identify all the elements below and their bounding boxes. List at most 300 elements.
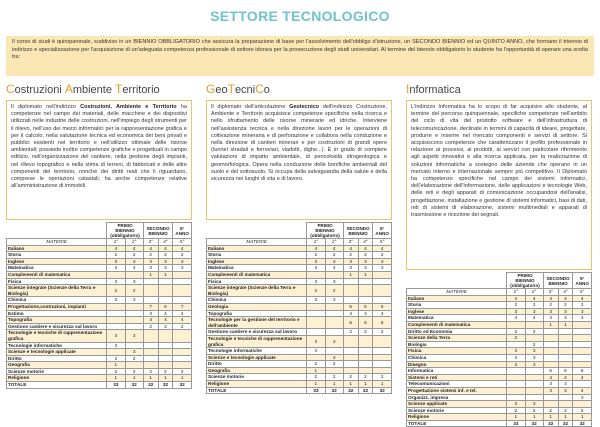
table-row [207, 374, 392, 381]
subject-name: Topografia [207, 310, 307, 317]
hours-cell [373, 354, 392, 361]
table-row [407, 328, 592, 335]
hours-cell: 3 [107, 330, 125, 342]
subject-name: Scienze motorie [7, 368, 107, 375]
hours-cell: 5 [358, 303, 373, 310]
hours-cell [107, 303, 125, 310]
header-primo-biennio: PRIMO BIENNIO (obbligatorio) [507, 273, 544, 289]
hours-cell: 3 [158, 265, 173, 272]
hours-cell: 2 [525, 341, 543, 348]
hours-cell [325, 271, 343, 278]
hours-cell: 3 [325, 354, 343, 361]
hours-cell [107, 271, 125, 278]
header-year: 4° [158, 239, 173, 246]
hours-cell: 4 [173, 317, 192, 324]
hours-cell [143, 278, 158, 285]
header-secondo-biennio: SECONDO BIENNIO [543, 273, 573, 289]
hours-cell: 3 [573, 308, 592, 315]
subject-name: Inglese [207, 258, 307, 265]
title-text: eo [215, 84, 228, 96]
table-row [207, 367, 392, 374]
subject-name: Scienze motorie [207, 374, 307, 381]
hours-cell: 4 [125, 245, 143, 252]
title-initial: A [64, 82, 73, 96]
table-row [7, 252, 192, 259]
hours-cell: 4 [107, 265, 125, 272]
hours-cell: 4 [373, 310, 392, 317]
subject-name: Fisica [407, 348, 507, 355]
table-row [407, 335, 592, 342]
hours-cell [573, 381, 592, 388]
hours-cell: 1 [507, 414, 525, 421]
subject-name: Estimo [7, 310, 107, 317]
hours-cell: 32 [358, 387, 373, 394]
subject-name: Geografia [207, 367, 307, 374]
hours-cell: 4 [573, 295, 592, 302]
hours-cell: 2 [373, 252, 392, 259]
table-row [207, 252, 392, 259]
header-year: 4° [358, 239, 373, 246]
header-quinto-anno: 5° ANNO [173, 223, 192, 239]
hours-cell: 2 [507, 302, 525, 309]
hours-cell [307, 310, 325, 317]
hours-cell [558, 354, 573, 361]
hours-cell: 33 [107, 382, 125, 389]
header-year: 1° [307, 239, 325, 246]
hours-cell: 1 [173, 375, 192, 382]
table-row [207, 297, 392, 304]
hours-cell: 4 [558, 295, 573, 302]
hours-cell [107, 317, 125, 324]
hours-cell: 7 [143, 303, 158, 310]
hours-cell: 1 [343, 271, 358, 278]
subject-name: Scienze e tecnologie applicate [7, 349, 107, 356]
table-row [407, 354, 592, 361]
title-initial: T [227, 82, 235, 96]
header-year: 4° [558, 289, 573, 296]
hours-cell [358, 335, 373, 347]
hours-cell: 4 [358, 245, 373, 252]
hours-cell: 3 [525, 401, 543, 408]
hours-cell [125, 303, 143, 310]
hours-cell: 3 [373, 265, 392, 272]
hours-cell: 2 [107, 355, 125, 362]
table-row [207, 258, 392, 265]
subject-name: Chimica [7, 297, 107, 304]
hours-cell [173, 278, 192, 285]
hours-cell: 1 [358, 381, 373, 388]
hours-cell [373, 361, 392, 368]
table-row [7, 342, 192, 349]
hours-cell [558, 394, 573, 401]
hours-cell [325, 317, 343, 329]
hours-cell [158, 297, 173, 304]
title-text: ecni [234, 84, 256, 96]
hours-cell: 4 [558, 374, 573, 381]
hours-cell [573, 328, 592, 335]
header-primo-biennio: PRIMO BIENNIO (obbligatorio) [307, 223, 344, 239]
hours-cell: 4 [173, 310, 192, 317]
subject-name: Sistemi e reti [407, 374, 507, 381]
hours-cell [343, 285, 358, 297]
hours-cell [143, 297, 158, 304]
hours-cell [343, 361, 358, 368]
subject-name: Italiano [407, 295, 507, 302]
header-year: 1° [107, 239, 125, 246]
hours-cell [558, 335, 573, 342]
hours-cell [543, 394, 558, 401]
hours-cell: 3 [173, 265, 192, 272]
hours-cell: 3 [307, 348, 325, 355]
header-quinto-anno: 5° ANNO [373, 223, 392, 239]
subject-name: Religione [207, 381, 307, 388]
table-row [7, 310, 192, 317]
hours-cell [543, 354, 558, 361]
description-rest: dell'indirizzo Costruzione, Ambiente e Territorio acquisisce competenze specifiche nella ricerca e nello sfruttamento delle risorse minerarie ed idriche. Interviene nell'assistenza tecnica e nella direzione lavori per le operazioni di coltivazione mineraria e di perforazione e collabora nella conduzione e nella direzione di cantieri minerari e per costruzioni di grandi opere (tunnel stradali e ferroviari, viadotti, dighe...). È in grado di compiere valutazioni di impatto ambientale, di pericolosità idrogeologica e geomorfologica. Opera nella conduzione delle bonifiche ambientali del suolo e del sottosuolo. Si occupa della salvaguardia della salute e della sicurezza nei luoghi di vita e di lavoro. [211, 104, 388, 183]
hours-cell [307, 303, 325, 310]
subject-name: Topografia [7, 317, 107, 324]
hours-cell [373, 367, 392, 374]
hours-cell [543, 335, 558, 342]
table-row [207, 387, 392, 394]
header-year: 5° [373, 239, 392, 246]
hours-cell: 3 [343, 258, 358, 265]
header-year: 3° [143, 239, 158, 246]
hours-cell [307, 271, 325, 278]
hours-cell: 4 [158, 317, 173, 324]
hours-cell [507, 387, 525, 394]
hours-cell [373, 285, 392, 297]
title-text: o [263, 84, 270, 96]
description-lead: Il diplomato nell'indirizzo [11, 104, 81, 110]
subject-name: Fisica [7, 278, 107, 285]
hours-cell: 1 [107, 362, 125, 369]
title-text: nformatica [409, 84, 461, 96]
subject-name: Chimica [207, 297, 307, 304]
description-box [6, 100, 192, 220]
hours-cell [325, 348, 343, 355]
hours-cell: 1 [143, 271, 158, 278]
table-row [7, 368, 192, 375]
title-text: erritorio [122, 84, 160, 96]
hours-cell [573, 401, 592, 408]
hours-cell: 3 [558, 381, 573, 388]
table-row [207, 381, 392, 388]
hours-cell [343, 297, 358, 304]
hours-cell [358, 297, 373, 304]
hours-cell: 1 [158, 271, 173, 278]
subject-name: Tecnologie e tecniche di rappresentazione grafica [7, 330, 107, 342]
title-initial: T [115, 82, 123, 96]
intro-box: Il corso di studi è quinquennale, suddiviso in un BIENNIO OBBLIGATORIO che assicura la preparazione di base per l'assolvimento dell'obbligo d'istruzione, un SECONDO BIENNIO ed un QUINTO ANNO, che formano il triennio di indirizzo e specializzazione per l'acquisizione di un'adeguata competenza professionale di settore idonea per la prosecuzione degli studi universitari. Al termine del biennio obbligatorio lo studente ha l'opportunità di operare una scelta tra: [6, 36, 594, 76]
hours-cell [525, 381, 543, 388]
header-year: 1° [507, 289, 525, 296]
table-row [407, 407, 592, 414]
hours-cell [343, 335, 358, 347]
subject-name: Diritto [7, 355, 107, 362]
hours-cell: 6 [343, 317, 358, 329]
hours-cell: 3 [543, 381, 558, 388]
hours-cell [373, 335, 392, 347]
table-row [7, 245, 192, 252]
subject-name: Informatica [407, 368, 507, 375]
table-row [407, 348, 592, 355]
hours-cell: 3 [143, 310, 158, 317]
hours-cell: 1 [107, 375, 125, 382]
hours-cell: 3 [558, 315, 573, 322]
subject-name: Religione [7, 375, 107, 382]
hours-cell [173, 271, 192, 278]
hours-cell: 3 [307, 335, 325, 347]
description-box [206, 100, 392, 220]
hours-cell: 2 [173, 368, 192, 375]
hours-cell: 2 [558, 302, 573, 309]
hours-cell: 3 [325, 278, 343, 285]
hours-cell: 3 [525, 348, 543, 355]
hours-cell: 2 [158, 368, 173, 375]
hours-cell: 5 [373, 303, 392, 310]
table-row [407, 308, 592, 315]
hours-cell: 3 [325, 335, 343, 347]
hours-cell: 3 [158, 258, 173, 265]
subject-name: Gestione cantiere e sicurezza sul lavoro [7, 323, 107, 330]
hours-cell: 2 [325, 285, 343, 297]
subject-name: Storia [407, 302, 507, 309]
table-row [7, 323, 192, 330]
hours-cell: 3 [358, 258, 373, 265]
hours-cell: 1 [307, 367, 325, 374]
hours-cell: 3 [507, 401, 525, 408]
hours-cell [358, 348, 373, 355]
header-year: 3° [343, 239, 358, 246]
hours-cell: 3 [307, 297, 325, 304]
subject-name: Geografia [7, 362, 107, 369]
hours-cell: 2 [307, 252, 325, 259]
hours-cell [158, 285, 173, 297]
subject-name: Progettazione,costruzioni, impianti [7, 303, 107, 310]
table-row [407, 341, 592, 348]
hours-cell: 1 [373, 381, 392, 388]
hours-cell: 2 [358, 374, 373, 381]
table-row [207, 285, 392, 297]
hours-cell [107, 323, 125, 330]
hours-cell: 2 [343, 374, 358, 381]
table-row [207, 335, 392, 347]
column-cat [6, 80, 192, 389]
table-row [7, 355, 192, 362]
subject-name: Matematica [7, 265, 107, 272]
hours-cell: 1 [343, 381, 358, 388]
hours-cell [143, 342, 158, 349]
hours-cell [143, 362, 158, 369]
hours-cell: 4 [343, 245, 358, 252]
hours-cell: 3 [507, 354, 525, 361]
subject-name: Telecomunicazioni [407, 381, 507, 388]
hours-cell [125, 271, 143, 278]
hours-cell [573, 361, 592, 368]
hours-cell [525, 374, 543, 381]
hours-cell: 3 [173, 258, 192, 265]
hours-cell [558, 341, 573, 348]
hours-cell: 2 [158, 323, 173, 330]
subject-name: Matematica [207, 265, 307, 272]
hours-cell: 32 [558, 420, 573, 427]
hours-cell: 3 [107, 342, 125, 349]
hours-cell [507, 381, 525, 388]
hours-cell: 33 [507, 420, 525, 427]
hours-cell: 3 [307, 278, 325, 285]
subject-name: Religione [407, 414, 507, 421]
hours-cell: 32 [125, 382, 143, 389]
hours-cell: 3 [507, 348, 525, 355]
hours-cell: 3 [507, 361, 525, 368]
title-initial: G [206, 82, 216, 96]
hours-cell [158, 349, 173, 356]
title-initial: C [6, 82, 15, 96]
hours-cell: 32 [543, 420, 558, 427]
hours-cell: 3 [107, 297, 125, 304]
hours-cell: 3 [507, 308, 525, 315]
hours-cell: 2 [143, 368, 158, 375]
hours-cell: 2 [143, 252, 158, 259]
hours-cell: 4 [107, 245, 125, 252]
hours-cell: 7 [173, 303, 192, 310]
section-title [206, 80, 392, 98]
subject-name: Organizz. impresa [407, 394, 507, 401]
hours-cell: 2 [125, 355, 143, 362]
table-row [207, 348, 392, 355]
hours-cell: 2 [507, 407, 525, 414]
title-text: mbiente [72, 84, 116, 96]
subject-name: Tecnologie informatiche [7, 342, 107, 349]
hours-cell: 2 [343, 252, 358, 259]
subject-name: Scienze integrate (Scienze della Terra e Biologia) [207, 285, 307, 297]
hours-cell [373, 348, 392, 355]
title-initial: C [255, 82, 264, 96]
table-row [7, 297, 192, 304]
hours-cell: 3 [573, 315, 592, 322]
hours-cell: 1 [143, 375, 158, 382]
subject-name: Complementi di matematica [207, 271, 307, 278]
title-initial: I [406, 82, 410, 96]
hours-cell: 2 [358, 252, 373, 259]
hours-cell: 2 [543, 407, 558, 414]
subject-name: Inglese [407, 308, 507, 315]
hours-cell: 3 [543, 387, 558, 394]
hours-cell: 4 [573, 374, 592, 381]
table-row [7, 317, 192, 324]
table-row [407, 361, 592, 368]
header-year: 2° [325, 239, 343, 246]
table-row [7, 303, 192, 310]
table-row [7, 349, 192, 356]
table-row [7, 285, 192, 297]
table-row [207, 361, 392, 368]
hours-cell [543, 401, 558, 408]
hours-cell [573, 348, 592, 355]
hours-cell: 4 [507, 315, 525, 322]
hours-cell: 2 [307, 374, 325, 381]
hours-cell: 3 [343, 265, 358, 272]
subject-name: Tecnologie per la gestione del territorio e dell'ambiente [207, 317, 307, 329]
hours-cell: 4 [525, 315, 543, 322]
hours-cell: 2 [173, 252, 192, 259]
hours-cell [543, 348, 558, 355]
subject-name: Scienze integrate (Scienze della Terra e Biologia) [7, 285, 107, 297]
hours-cell: 2 [325, 252, 343, 259]
hours-cell: 3 [525, 308, 543, 315]
hours-cell: 3 [525, 354, 543, 361]
hours-cell: 2 [107, 252, 125, 259]
table-row [7, 265, 192, 272]
hours-cell: 2 [373, 329, 392, 336]
hours-cell: 2 [525, 407, 543, 414]
page-title: SETTORE TECNOLOGICO [210, 8, 390, 24]
hours-cell: 32 [525, 420, 543, 427]
hours-cell [173, 330, 192, 342]
hours-cell [107, 349, 125, 356]
hours-cell [143, 349, 158, 356]
hours-cell [525, 321, 543, 328]
hours-cell [173, 342, 192, 349]
subject-name: Scienze applicate [407, 401, 507, 408]
hours-cell: 3 [125, 297, 143, 304]
hours-cell: 4 [543, 295, 558, 302]
subject-name: Fisica [207, 278, 307, 285]
hours-cell: 3 [125, 349, 143, 356]
hours-cell: 2 [558, 407, 573, 414]
hours-cell: 4 [125, 265, 143, 272]
hours-cell: 32 [373, 387, 392, 394]
hours-cell: 6 [158, 303, 173, 310]
hours-cell: 2 [143, 323, 158, 330]
table-row [7, 375, 192, 382]
hours-cell: 2 [307, 285, 325, 297]
hours-cell: 1 [573, 414, 592, 421]
hours-cell: 4 [573, 387, 592, 394]
header-quinto-anno: 5° ANNO [573, 273, 592, 289]
hours-cell [358, 354, 373, 361]
hours-cell: 3 [525, 361, 543, 368]
table-row [407, 368, 592, 375]
hours-cell: 3 [573, 394, 592, 401]
hours-cell: 4 [325, 265, 343, 272]
header-year: 2° [125, 239, 143, 246]
table-row [207, 278, 392, 285]
hours-cell: 4 [158, 310, 173, 317]
hours-cell: 32 [573, 420, 592, 427]
hours-cell [343, 348, 358, 355]
hours-cell [525, 335, 543, 342]
hours-cell [573, 354, 592, 361]
subject-name: Complementi di matematica [7, 271, 107, 278]
hours-cell: 4 [343, 310, 358, 317]
header-year: 2° [525, 289, 543, 296]
hours-cell: 2 [125, 368, 143, 375]
table-row [407, 394, 592, 401]
hours-cell: 1 [525, 414, 543, 421]
hours-cell [173, 355, 192, 362]
hours-cell [307, 354, 325, 361]
hours-cell: 3 [373, 258, 392, 265]
hours-cell: 4 [507, 295, 525, 302]
subject-name: Storia [7, 252, 107, 259]
hours-cell [543, 341, 558, 348]
hours-cell [507, 374, 525, 381]
table-row [407, 315, 592, 322]
hours-cell [325, 329, 343, 336]
hours-cell [373, 297, 392, 304]
